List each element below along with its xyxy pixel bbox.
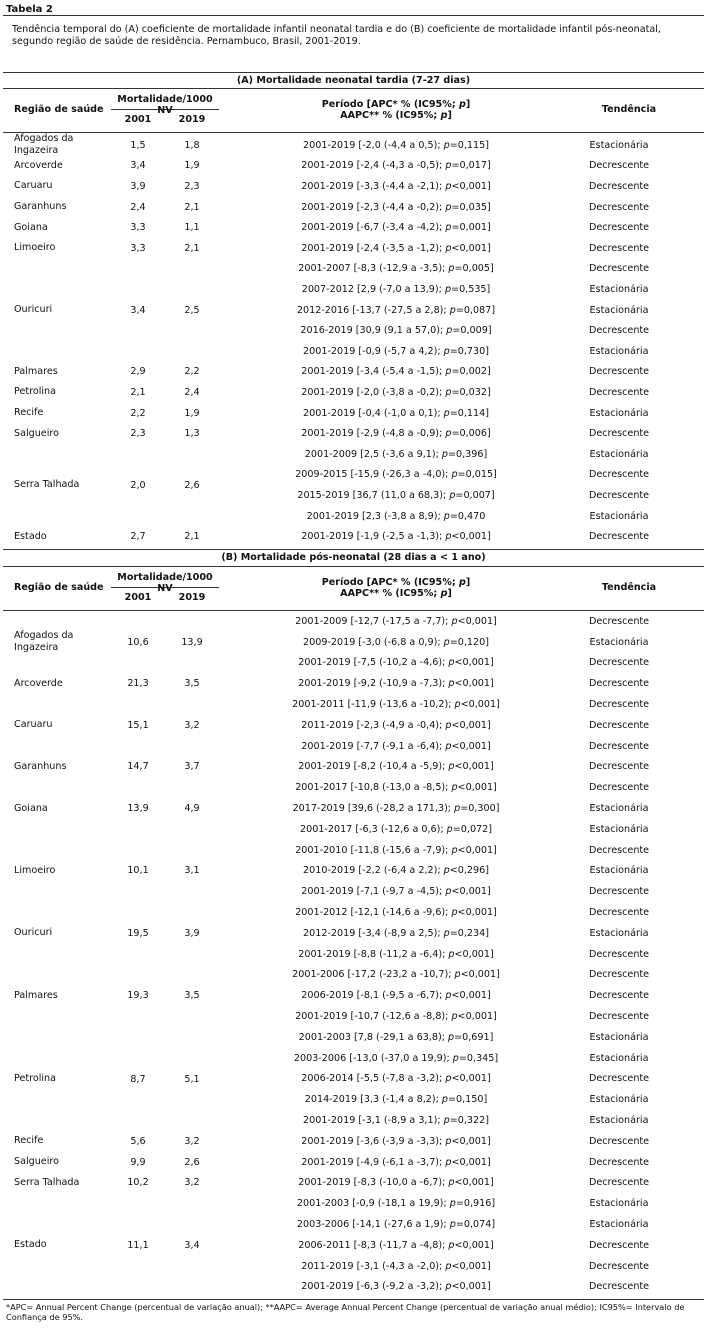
trend-cell: Estacionária (589, 1115, 649, 1127)
table-row-group (3, 362, 704, 383)
trend-cell: Decrescente (588, 657, 650, 669)
period-apc-cell: 2001-2017 [-6,3 (-12,6 a 0,6); p=0,072] (299, 823, 493, 835)
table-row-group (3, 777, 704, 839)
table-row-group (3, 259, 704, 362)
value-2001: 5,6 (130, 1135, 146, 1147)
table-row (253, 156, 699, 177)
table-row-group (3, 1152, 704, 1173)
region-name: Salgueiro (14, 427, 59, 439)
trend-cell: Estacionária (589, 139, 649, 151)
value-2019: 2,2 (184, 366, 200, 378)
table-row (253, 632, 699, 653)
header-period-l1b: ] (465, 99, 471, 110)
table-row (253, 135, 699, 156)
table-row (253, 923, 699, 944)
period-apc-cell: 2007-2012 [2,9 (-7,0 a 13,9); p=0,535] (301, 283, 491, 295)
value-2001: 21,3 (127, 678, 149, 690)
value-2019: 1,8 (184, 139, 200, 151)
period-apc-cell: 2001-2019 [-2,4 (-4,3 a -0,5); p=0,017] (301, 160, 491, 172)
region-name: Serra Talhada (14, 479, 80, 491)
value-2019: 3,1 (184, 865, 200, 877)
trend-cell: Decrescente (588, 489, 650, 501)
region-name: Caruaru (14, 180, 53, 192)
trend-cell: Estacionária (589, 510, 649, 522)
header-period-l1p: p (459, 577, 466, 588)
table-row (253, 1110, 699, 1131)
value-2001: 13,9 (127, 803, 149, 815)
table-row (253, 485, 699, 506)
value-2001: 19,5 (127, 927, 149, 939)
value-2019: 3,2 (184, 1135, 200, 1147)
period-apc-cell: 2001-2019 [-8,3 (-10,0 a -6,7); p<0,001] (298, 1177, 494, 1189)
value-2001: 11,1 (127, 1239, 149, 1251)
table-row (253, 403, 699, 424)
table-row (253, 840, 699, 861)
value-2001: 10,6 (127, 636, 149, 648)
table-row (253, 259, 699, 280)
trend-cell: Decrescente (588, 1239, 650, 1251)
region-name: Limoeiro (14, 242, 56, 254)
region-name: Recife (14, 407, 44, 419)
region-name: Petrolina (14, 386, 57, 398)
trend-cell: Decrescente (588, 948, 650, 960)
table-row-group (3, 444, 704, 526)
table-row (253, 1131, 699, 1152)
trend-cell: Estacionária (589, 823, 649, 835)
table-row (253, 1027, 699, 1048)
table-row (253, 715, 699, 736)
table-row-group (3, 382, 704, 403)
region-name: Garanhuns (14, 760, 67, 772)
value-2019: 3,5 (184, 990, 200, 1002)
trend-cell: Decrescente (588, 1177, 650, 1189)
region-name: Goiana (14, 802, 48, 814)
table-row-group (3, 197, 704, 218)
table-row-group (3, 1193, 704, 1297)
period-apc-cell: 2010-2019 [-2,2 (-6,4 a 2,2); p<0,296] (303, 865, 489, 877)
period-apc-cell: 2001-2019 [-0,9 (-5,7 a 4,2); p=0,730] (303, 345, 489, 357)
trend-cell: Decrescente (588, 222, 650, 234)
period-apc-cell: 2001-2019 [-7,5 (-10,2 a -4,6); p<0,001] (298, 657, 494, 669)
trend-cell: Decrescente (588, 469, 650, 481)
period-apc-cell: 2003-2006 [-14,1 (-27,6 a 1,9); p=0,074] (296, 1219, 496, 1231)
header-mortality: Mortalidade/1000 NV (111, 572, 219, 588)
table-row (253, 238, 699, 259)
trend-cell: Decrescente (588, 990, 650, 1002)
period-apc-cell: 2001-2019 [-3,3 (-4,4 a -2,1); p<0,001] (301, 180, 491, 192)
region-name: Palmares (14, 365, 58, 377)
table-row-group (3, 757, 704, 778)
period-apc-cell: 2001-2019 [-2,3 (-4,4 a -0,2); p=0,035] (301, 201, 491, 213)
period-apc-cell: 2011-2019 [-3,1 (-4,3 a -2,0); p<0,001] (301, 1260, 491, 1272)
region-name: Estado (14, 1239, 47, 1251)
table-row (253, 611, 699, 632)
trend-cell: Decrescente (588, 366, 650, 378)
table-row (253, 1256, 699, 1277)
value-2001: 9,9 (130, 1156, 146, 1168)
period-apc-cell: 2001-2019 [-2,0 (-3,8 a -0,2); p=0,032] (301, 386, 491, 398)
period-apc-cell: 2001-2019 [-9,2 (-10,9 a -7,3); p<0,001] (298, 678, 494, 690)
table-row (253, 1089, 699, 1110)
trend-cell: Decrescente (588, 325, 650, 337)
table-row (253, 526, 699, 547)
period-apc-cell: 2001-2019 [-3,6 (-3,9 a -3,3); p<0,001] (301, 1135, 491, 1147)
table-row (253, 362, 699, 383)
value-2001: 2,1 (130, 386, 146, 398)
table-row-group (3, 902, 704, 964)
table-row (253, 279, 699, 300)
table-row (253, 736, 699, 757)
table-row (253, 217, 699, 238)
period-apc-cell: 2001-2011 [-11,9 (-13,6 a -10,2); p<0,001] (292, 699, 500, 711)
region-name: Recife (14, 1135, 44, 1147)
table-row-group (3, 423, 704, 444)
header-trend: Tendência (601, 582, 657, 593)
trend-cell: Decrescente (588, 678, 650, 690)
value-2019: 3,2 (184, 719, 200, 731)
header-region: Região de saúde (14, 104, 104, 115)
header-year-2019: 2019 (178, 592, 206, 603)
value-2019: 2,6 (184, 1156, 200, 1168)
section-b-header (3, 567, 704, 611)
trend-cell: Decrescente (588, 1156, 650, 1168)
table-row (253, 861, 699, 882)
trend-cell: Estacionária (589, 448, 649, 460)
trend-cell: Estacionária (589, 636, 649, 648)
trend-cell: Estacionária (589, 304, 649, 316)
value-2001: 15,1 (127, 719, 149, 731)
table-row (253, 777, 699, 798)
period-apc-cell: 2001-2019 [-10,7 (-12,6 a -8,8); p<0,001] (295, 1011, 497, 1023)
region-name: Caruaru (14, 719, 53, 731)
period-apc-cell: 2001-2019 [-3,4 (-5,4 a -1,5); p=0,002] (301, 366, 491, 378)
trend-cell: Decrescente (588, 428, 650, 440)
trend-cell: Decrescente (588, 263, 650, 275)
period-apc-cell: 2009-2015 [-15,9 (-26,3 a -4,0); p=0,015] (295, 469, 497, 481)
value-2001: 3,9 (130, 180, 146, 192)
region-name: Ouricuri (14, 927, 53, 939)
value-2019: 5,1 (184, 1073, 200, 1085)
table-row (253, 1277, 699, 1298)
region-name: Serra Talhada (14, 1176, 80, 1188)
section-a-body (3, 133, 704, 549)
trend-cell: Estacionária (589, 927, 649, 939)
table-row-group (3, 1173, 704, 1194)
table-row (253, 176, 699, 197)
table-row (253, 1048, 699, 1069)
value-2001: 2,3 (130, 428, 146, 440)
period-apc-cell: 2001-2007 [-8,3 (-12,9 a -3,5); p=0,005] (298, 263, 494, 275)
trend-cell: Decrescente (588, 1260, 650, 1272)
table-row (253, 300, 699, 321)
value-2001: 3,4 (130, 304, 146, 316)
table-row-group (3, 526, 704, 547)
value-2001: 2,2 (130, 407, 146, 419)
region-name: Arcoverde (14, 159, 63, 171)
period-apc-cell: 2001-2010 [-11,8 (-15,6 a -7,9); p<0,001] (295, 844, 497, 856)
period-apc-cell: 2001-2019 [-2,9 (-4,8 a -0,9); p=0,006] (301, 428, 491, 440)
period-apc-cell: 2001-2019 [-3,1 (-8,9 a 3,1); p=0,322] (303, 1115, 489, 1127)
table-row (253, 902, 699, 923)
period-apc-cell: 2001-2019 [2,3 (-3,8 a 8,9); p=0,470 (306, 510, 486, 522)
period-apc-cell: 2006-2011 [-8,3 (-11,7 a -4,8); p<0,001] (298, 1239, 494, 1251)
trend-cell: Decrescente (588, 1073, 650, 1085)
region-name: Afogados da Ingazeira (14, 630, 74, 654)
header-period (253, 99, 539, 121)
header-period (253, 577, 539, 599)
table-row-group (3, 694, 704, 756)
table-row-group (3, 1131, 704, 1152)
trend-cell: Estacionária (589, 865, 649, 877)
period-apc-cell: 2012-2019 [-3,4 (-8,9 a 2,5); p=0,234] (303, 927, 489, 939)
table-row-group (3, 135, 704, 156)
value-2001: 3,3 (130, 242, 146, 254)
value-2001: 3,4 (130, 160, 146, 172)
table-row-group (3, 176, 704, 197)
table-row (253, 320, 699, 341)
value-2001: 10,1 (127, 865, 149, 877)
trend-cell: Estacionária (589, 1052, 649, 1064)
header-period-l1p: p (459, 99, 466, 110)
trend-cell: Decrescente (588, 180, 650, 192)
table-row (253, 465, 699, 486)
header-period-l1b: ] (465, 577, 471, 588)
period-apc-cell: 2011-2019 [-2,3 (-4,9 a -0,4); p<0,001] (301, 719, 491, 731)
trend-cell: Decrescente (588, 201, 650, 213)
table-row-group (3, 965, 704, 1027)
value-2019: 3,4 (184, 1239, 200, 1251)
region-name: Garanhuns (14, 201, 67, 213)
value-2019: 2,1 (184, 242, 200, 254)
trend-cell: Decrescente (588, 844, 650, 856)
value-2019: 3,2 (184, 1177, 200, 1189)
period-apc-cell: 2001-2019 [-7,1 (-9,7 a -4,5); p<0,001] (301, 886, 491, 898)
table-row (253, 944, 699, 965)
table-row (253, 653, 699, 674)
header-region: Região de saúde (14, 582, 104, 593)
region-name: Petrolina (14, 1073, 57, 1084)
region-name: Estado (14, 530, 47, 542)
period-apc-cell: 2001-2009 [2,5 (-3,6 a 9,1); p=0,396] (304, 448, 488, 460)
header-year-2001: 2001 (124, 114, 152, 125)
trend-cell: Decrescente (588, 719, 650, 731)
value-2001: 2,4 (130, 201, 146, 213)
value-2001: 14,7 (127, 761, 149, 773)
value-2019: 1,9 (184, 407, 200, 419)
trend-cell: Decrescente (588, 1281, 650, 1293)
value-2001: 2,0 (130, 479, 146, 491)
value-2019: 2,3 (184, 180, 200, 192)
table-row-group (3, 217, 704, 238)
value-2019: 2,6 (184, 479, 200, 491)
header-period-l1a: Período [APC* % (IC95%; (321, 577, 459, 588)
value-2019: 2,5 (184, 304, 200, 316)
value-2019: 13,9 (181, 636, 203, 648)
table-label: Tabela 2 (3, 0, 704, 16)
trend-cell: Decrescente (588, 242, 650, 254)
region-name: Palmares (14, 989, 58, 1001)
trend-cell: Estacionária (589, 1198, 649, 1210)
header-period-l2b: ] (447, 588, 452, 599)
trend-cell: Estacionária (589, 407, 649, 419)
table-row-group (3, 1027, 704, 1131)
section-b-body (3, 611, 704, 1299)
table-row (253, 965, 699, 986)
period-apc-cell: 2015-2019 [36,7 (11,0 a 68,3); p=0,007] (297, 489, 495, 501)
period-apc-cell: 2001-2019 [-0,4 (-1,0 a 0,1); p=0,114] (303, 407, 489, 419)
table-row (253, 506, 699, 527)
value-2019: 3,9 (184, 927, 200, 939)
period-apc-cell: 2003-2006 [-13,0 (-37,0 a 19,9); p=0,345] (293, 1052, 499, 1064)
table-row (253, 1193, 699, 1214)
header-year-2019: 2019 (178, 114, 206, 125)
period-apc-cell: 2001-2006 [-17,2 (-23,2 a -10,7); p<0,001] (292, 969, 500, 981)
table-row (253, 673, 699, 694)
period-apc-cell: 2001-2009 [-12,7 (-17,5 a -7,7); p<0,001] (295, 615, 497, 627)
value-2019: 1,1 (184, 222, 200, 234)
table-row (253, 694, 699, 715)
period-apc-cell: 2001-2019 [-1,9 (-2,5 a -1,3); p<0,001] (301, 531, 491, 543)
header-period-l2a: AAPC** % (IC95%; (340, 588, 441, 599)
trend-cell: Decrescente (588, 1135, 650, 1147)
trend-cell: Decrescente (588, 531, 650, 543)
region-name: Arcoverde (14, 677, 63, 689)
period-apc-cell: 2006-2019 [-8,1 (-9,5 a -6,7); p<0,001] (301, 990, 491, 1002)
period-apc-cell: 2016-2019 [30,9 (9,1 a 57,0); p=0,009] (300, 325, 492, 337)
period-apc-cell: 2001-2019 [-6,3 (-9,2 a -3,2); p<0,001] (301, 1281, 491, 1293)
value-2019: 2,1 (184, 531, 200, 543)
table-row (253, 341, 699, 362)
table-row (253, 382, 699, 403)
header-period-l2p: p (440, 588, 448, 599)
table-row (253, 1173, 699, 1194)
trend-cell: Decrescente (588, 969, 650, 981)
table-caption: Tendência temporal do (A) coeficiente de mortalidade infantil neonatal tardia e do (B) coeficiente de mortalidade infantil pós-neonatal, segundo região de saúde de residência. Pernambuco, Brasil, 2001-2019. (12, 24, 661, 47)
period-apc-cell: 2014-2019 [3,3 (-1,4 a 8,2); p=0,150] (304, 1094, 488, 1106)
trend-cell: Decrescente (588, 782, 650, 794)
trend-cell: Decrescente (588, 886, 650, 898)
period-apc-cell: 2001-2019 [-4,9 (-6,1 a -3,7); p<0,001] (301, 1156, 491, 1168)
header-trend: Tendência (601, 104, 657, 115)
trend-cell: Decrescente (588, 699, 650, 711)
value-2001: 3,3 (130, 222, 146, 234)
table-row (253, 444, 699, 465)
trend-cell: Decrescente (588, 160, 650, 172)
trend-cell: Decrescente (588, 740, 650, 752)
region-name: Salgueiro (14, 1156, 59, 1168)
trend-cell: Estacionária (589, 345, 649, 357)
value-2019: 1,9 (184, 160, 200, 172)
table-row-group (3, 403, 704, 424)
region-name: Afogados da Ingazeira (14, 133, 74, 157)
table-row (253, 423, 699, 444)
footnote: *APC= Annual Percent Change (percentual de variação anual); **AAPC= Average Annual Percent Change (percentual de variação anual médio); IC95%= Intervalo de Confiança de 95%. (6, 1302, 685, 1323)
period-apc-cell: 2012-2016 [-13,7 (-27,5 a 2,8); p=0,087] (296, 304, 496, 316)
value-2019: 2,1 (184, 201, 200, 213)
trend-cell: Decrescente (588, 1011, 650, 1023)
section-a-header (3, 89, 704, 133)
table-row-group (3, 156, 704, 177)
trend-cell: Estacionária (589, 1219, 649, 1231)
trend-cell: Decrescente (588, 761, 650, 773)
period-apc-cell: 2001-2003 [7,8 (-29,1 a 63,8); p=0,691] (298, 1031, 494, 1043)
header-period-l1a: Período [APC* % (IC95%; (321, 99, 459, 110)
period-apc-cell: 2001-2012 [-12,1 (-14,6 a -9,6); p<0,001] (295, 907, 497, 919)
table-row (253, 985, 699, 1006)
region-name: Limoeiro (14, 864, 56, 876)
table-row (253, 1214, 699, 1235)
section-a-title: (A) Mortalidade neonatal tardia (7-27 dias) (3, 72, 704, 89)
period-apc-cell: 2001-2019 [-2,4 (-3,5 a -1,2); p<0,001] (301, 242, 491, 254)
value-2019: 3,5 (184, 678, 200, 690)
period-apc-cell: 2017-2019 [39,6 (-28,2 a 171,3); p=0,300] (292, 803, 500, 815)
trend-cell: Estacionária (589, 1031, 649, 1043)
value-2019: 2,4 (184, 386, 200, 398)
trend-cell: Decrescente (588, 386, 650, 398)
value-2001: 10,2 (127, 1177, 149, 1189)
region-name: Ouricuri (14, 304, 53, 316)
table-row-group (3, 840, 704, 902)
table-row-group (3, 611, 704, 673)
period-apc-cell: 2001-2019 [-8,2 (-10,4 a -5,9); p<0,001] (298, 761, 494, 773)
period-apc-cell: 2001-2017 [-10,8 (-13,0 a -8,5); p<0,001] (295, 782, 497, 794)
value-2001: 8,7 (130, 1073, 146, 1085)
table-row (253, 1006, 699, 1027)
table-row (253, 757, 699, 778)
value-2019: 3,7 (184, 761, 200, 773)
table-row (253, 197, 699, 218)
period-apc-cell: 2001-2019 [-6,7 (-3,4 a -4,2); p=0,001] (301, 222, 491, 234)
trend-cell: Decrescente (588, 907, 650, 919)
value-2001: 2,7 (130, 531, 146, 543)
table-row-group (3, 238, 704, 259)
period-apc-cell: 2001-2003 [-0,9 (-18,1 a 19,9); p=0,916] (296, 1198, 496, 1210)
table-row (253, 1152, 699, 1173)
table-row (253, 1235, 699, 1256)
header-period-l2b: ] (447, 110, 452, 121)
value-2019: 1,3 (184, 428, 200, 440)
trend-cell: Estacionária (589, 1094, 649, 1106)
table-row (253, 881, 699, 902)
trend-cell: Decrescente (588, 615, 650, 627)
header-mortality: Mortalidade/1000 NV (111, 94, 219, 110)
table-row (253, 1069, 699, 1090)
period-apc-cell: 2009-2019 [-3,0 (-6,8 a 0,9); p=0,120] (303, 636, 489, 648)
table-row (253, 819, 699, 840)
table-row-group (3, 673, 704, 694)
header-period-l2a: AAPC** % (IC95%; (340, 110, 441, 121)
value-2001: 19,3 (127, 990, 149, 1002)
value-2001: 1,5 (130, 139, 146, 151)
table-row (253, 798, 699, 819)
value-2019: 4,9 (184, 803, 200, 815)
region-name: Goiana (14, 221, 48, 233)
section-b-title: (B) Mortalidade pós-neonatal (28 dias a < 1 ano) (3, 549, 704, 567)
header-year-2001: 2001 (124, 592, 152, 603)
period-apc-cell: 2001-2019 [-8,8 (-11,2 a -6,4); p<0,001] (298, 948, 494, 960)
period-apc-cell: 2006-2014 [-5,5 (-7,8 a -3,2); p<0,001] (301, 1073, 491, 1085)
trend-cell: Estacionária (589, 283, 649, 295)
trend-cell: Estacionária (589, 803, 649, 815)
period-apc-cell: 2001-2019 [-7,7 (-9,1 a -6,4); p<0,001] (301, 740, 491, 752)
header-period-l2p: p (440, 110, 448, 121)
period-apc-cell: 2001-2019 [-2,0 (-4,4 a 0,5); p=0,115] (303, 139, 489, 151)
value-2001: 2,9 (130, 366, 146, 378)
